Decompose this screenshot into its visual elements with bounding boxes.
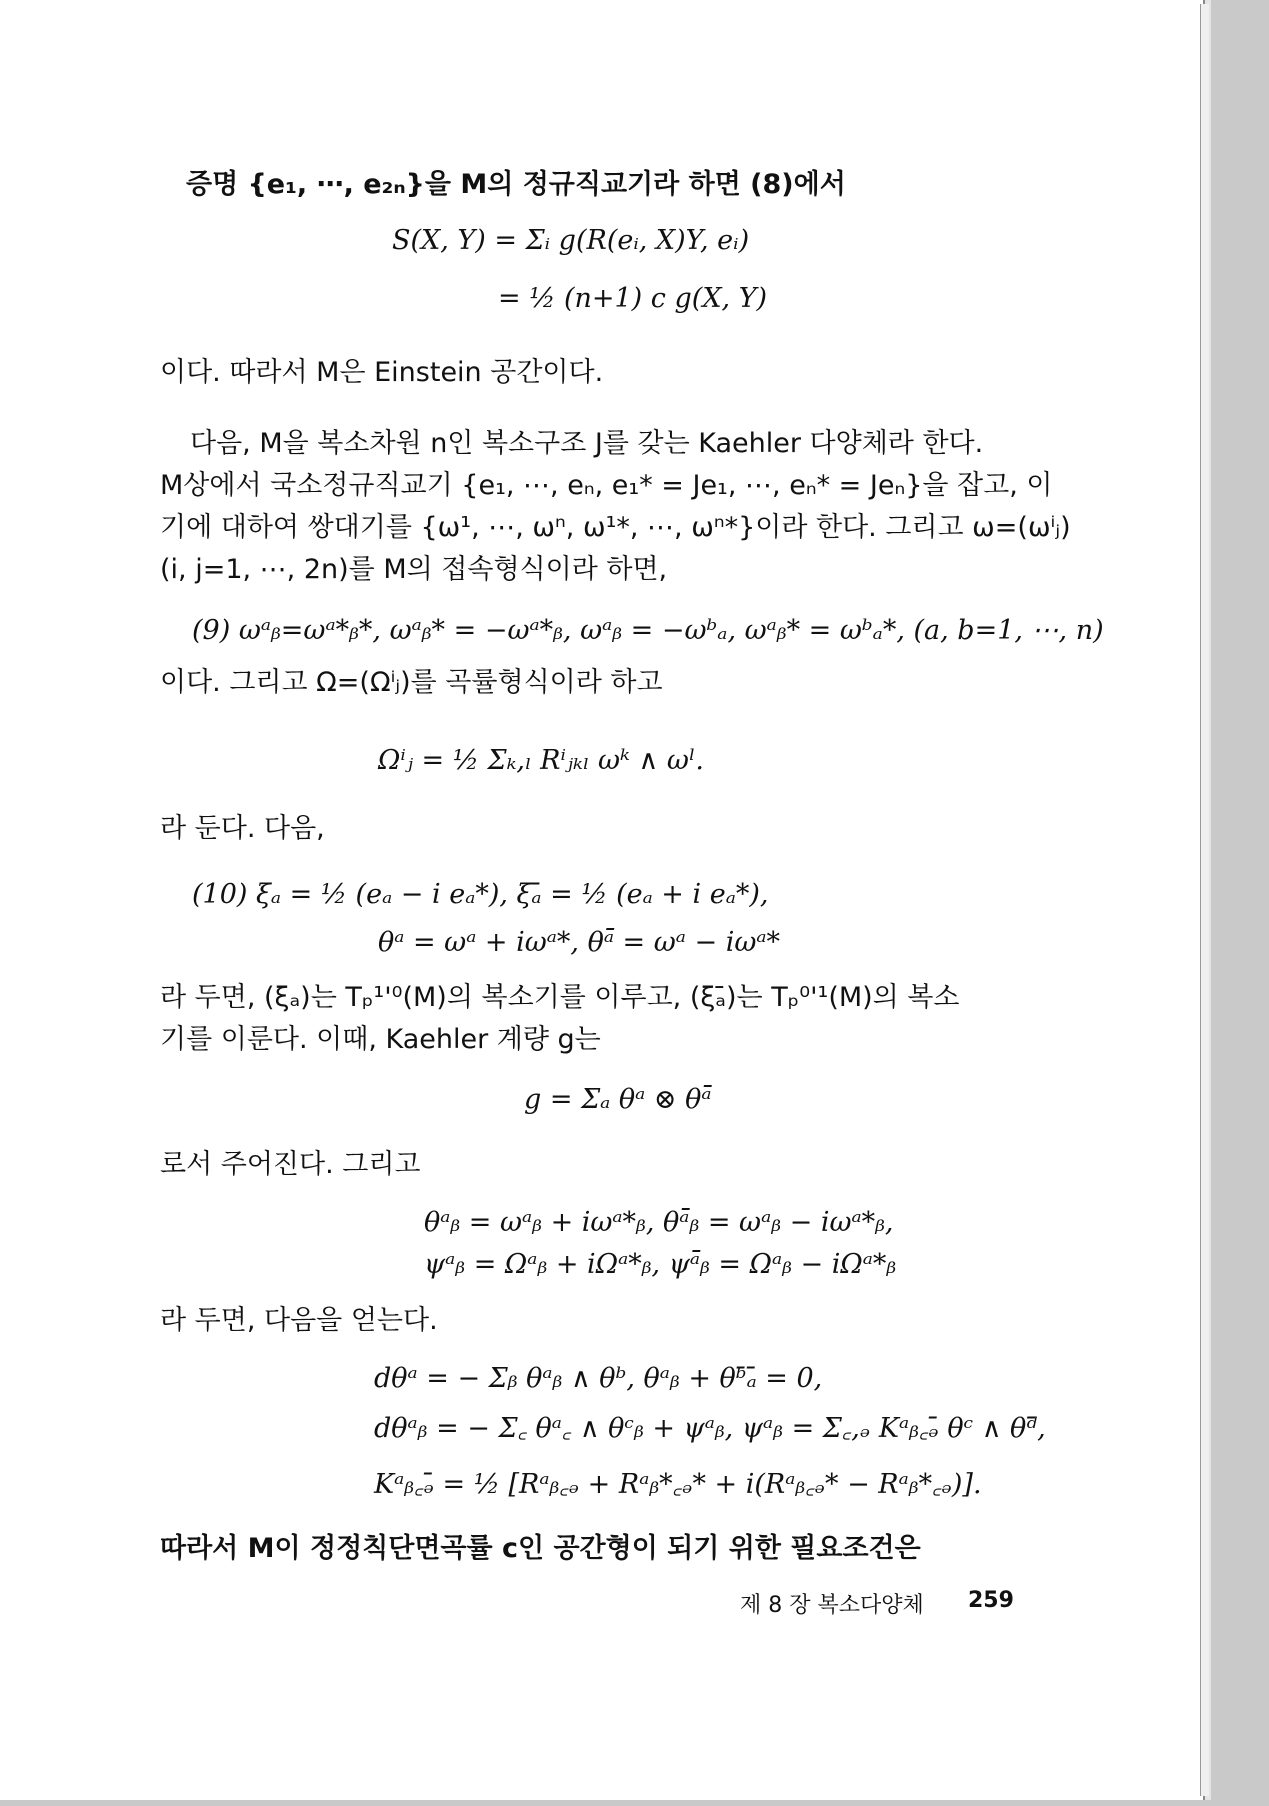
complex-frame-line-2: 기를 이룬다. 이때, Kaehler 계량 g는 — [160, 1024, 601, 1055]
next-line: 라 둔다. 다음, — [160, 813, 325, 844]
equation-structure-3: Kᵃᵦ꜀ₔ̄ = ½ [Rᵃᵦ꜀ₔ + Rᵃᵦ*꜀ₔ* + i(Rᵃᵦ꜀ₔ* − Rᵃᵦ*꜀ₔ)]. — [374, 1469, 982, 1500]
proof-intro-line: 증명 {e₁, ⋯, e₂ₙ}을 M의 정규직교기라 하면 (8)에서 — [186, 169, 846, 200]
equation-10-line1: (10) ξₐ = ½ (eₐ − i eₐ*), ξₐ̄ = ½ (eₐ + i eₐ*), — [192, 879, 769, 910]
page-number: 259 — [968, 1588, 1014, 1613]
equation-curvature: Ωⁱⱼ = ½ Σₖ,ₗ Rⁱⱼₖₗ ωᵏ ∧ ωˡ. — [378, 745, 704, 776]
curvature-form-line: 이다. 그리고 Ω=(Ωⁱⱼ)를 곡률형식이라 하고 — [160, 667, 663, 698]
local-frame-line: M상에서 국소정규직교기 {e₁, ⋯, eₙ, e₁* = Je₁, ⋯, eₙ* = Jeₙ}을 잡고, 이 — [160, 470, 1053, 501]
necessary-condition-line: 따라서 M이 정정칙단면곡률 c인 공간형이 되기 위한 필요조건은 — [160, 1533, 921, 1564]
equation-structure-1: dθᵃ = − Σᵦ θᵃᵦ ∧ θᵇ, θᵃᵦ + θᵇ̄ₐ̄ = 0, — [374, 1363, 823, 1394]
complex-frame-line-1: 라 두면, (ξₐ)는 Tₚ¹'⁰(M)의 복소기를 이루고, (ξₐ̄)는 Tₚ⁰'¹(M)의 복소 — [160, 982, 960, 1013]
equation-ricci-1: S(X, Y) = Σᵢ g(R(eᵢ, X)Y, eᵢ) — [392, 225, 750, 256]
dual-frame-line: 기에 대하여 쌍대기를 {ω¹, ⋯, ωⁿ, ω¹*, ⋯, ωⁿ*}이라 한다. 그리고 ω=(ωⁱⱼ) — [160, 512, 1071, 543]
page-edge — [1200, 4, 1209, 1796]
given-line: 로서 주어진다. 그리고 — [160, 1149, 421, 1180]
equation-theta-psi-1: θᵃᵦ = ωᵃᵦ + iωᵃ*ᵦ, θᵃ̄ᵦ = ωᵃᵦ − iωᵃ*ᵦ, — [424, 1207, 894, 1238]
equation-structure-2: dθᵃᵦ = − Σ꜀ θᵃ꜀ ∧ θᶜᵦ + ψᵃᵦ, ψᵃᵦ = Σ꜀,ₔ Kᵃᵦ꜀ₔ̄ θᶜ ∧ θᵈ̄, — [374, 1413, 1046, 1444]
einstein-conclusion: 이다. 따라서 M은 Einstein 공간이다. — [160, 357, 604, 388]
obtain-line: 라 두면, 다음을 얻는다. — [160, 1305, 438, 1336]
chapter-footer: 제 8 장 복소다양체 — [740, 1593, 924, 1618]
equation-theta-psi-2: ψᵃᵦ = Ωᵃᵦ + iΩᵃ*ᵦ, ψᵃ̄ᵦ = Ωᵃᵦ − iΩᵃ*ᵦ — [424, 1249, 897, 1280]
equation-metric: g = Σₐ θᵃ ⊗ θᵃ̄ — [524, 1084, 712, 1115]
equation-ricci-2: = ½ (n+1) c g(X, Y) — [498, 283, 768, 314]
connection-form-line: (i, j=1, ⋯, 2n)를 M의 접속형식이라 하면, — [160, 554, 668, 585]
equation-10-line2: θᵃ = ωᵃ + iωᵃ*, θᵃ̄ = ωᵃ − iωᵃ* — [378, 927, 780, 958]
kaehler-intro: 다음, M을 복소차원 n인 복소구조 J를 갖는 Kaehler 다양체라 한다. — [190, 428, 984, 459]
equation-9: (9) ωᵃᵦ=ωᵃ*ᵦ*, ωᵃᵦ* = −ωᵃ*ᵦ, ωᵃᵦ = −ωᵇₐ, ωᵃᵦ* = ωᵇₐ*, (a, b=1, ⋯, n) — [192, 615, 1104, 646]
